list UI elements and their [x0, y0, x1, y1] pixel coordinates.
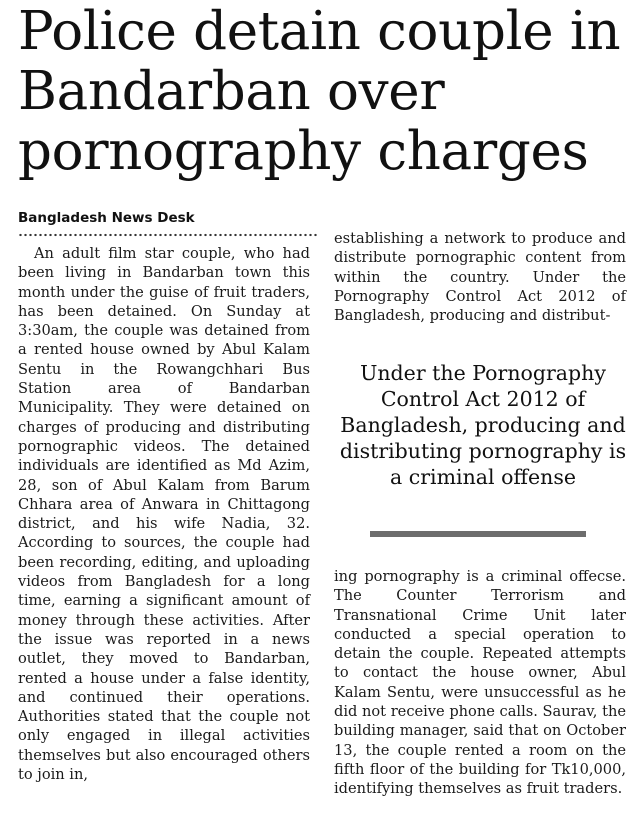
article-body-right-column-bottom: ing pornography is a criminal offecse. The Counter Terrorism and Transnational Crime Unit later conducted a special operation to detain the couple. Repeated attempts to contact the house owner, Abul Kalam Sentu, were unsuccessful as he did not receive phone calls. Saurav, the building manager, said that on October 13, the couple rented a room on the fifth floor of the building for Tk10,000, identifying themselves as fruit traders. [334, 568, 626, 798]
headline: Police detain couple in Bandarban over pornography charges [18, 1, 621, 182]
pull-quote-rule [370, 531, 586, 537]
dotted-divider [18, 233, 318, 237]
pull-quote: Under the Pornography Control Act 2012 of Bangladesh, producing and distributing pornography is a criminal offense [339, 361, 627, 489]
article-body-right-column-top: establishing a network to produce and distribute pornographic content from within the country. Under the Pornography Control Act 2012 of Bangladesh, producing and distribut- [334, 230, 626, 325]
article-body-left-column: An adult film star couple, who had been living in Bandarban town this month under the guise of fruit traders, has been detained. On Sunday at 3:30am, the couple was detained from a rented house owned by Abul Kalam Sentu in the Rowangchhari Bus Station area of Bandarban Municipality. They were detained on charges of producing and distributing pornographic videos. The detained individuals are identified as Md Azim, 28, son of Abul Kalam from Barum Chhara area of Anwara in Chittagong district, and his wife Nadia, 32. According to sources, the couple had been recording, editing, and uploading videos from Bangladesh for a long time, earning a significant amount of money through these activities. After the issue was reported in a news outlet, they moved to Bandarban, rented a house under a false identity, and continued their operations. Authorities stated that the couple not only engaged in illegal activities themselves but also encouraged others to join in, [18, 245, 310, 784]
byline: Bangladesh News Desk [18, 210, 195, 226]
